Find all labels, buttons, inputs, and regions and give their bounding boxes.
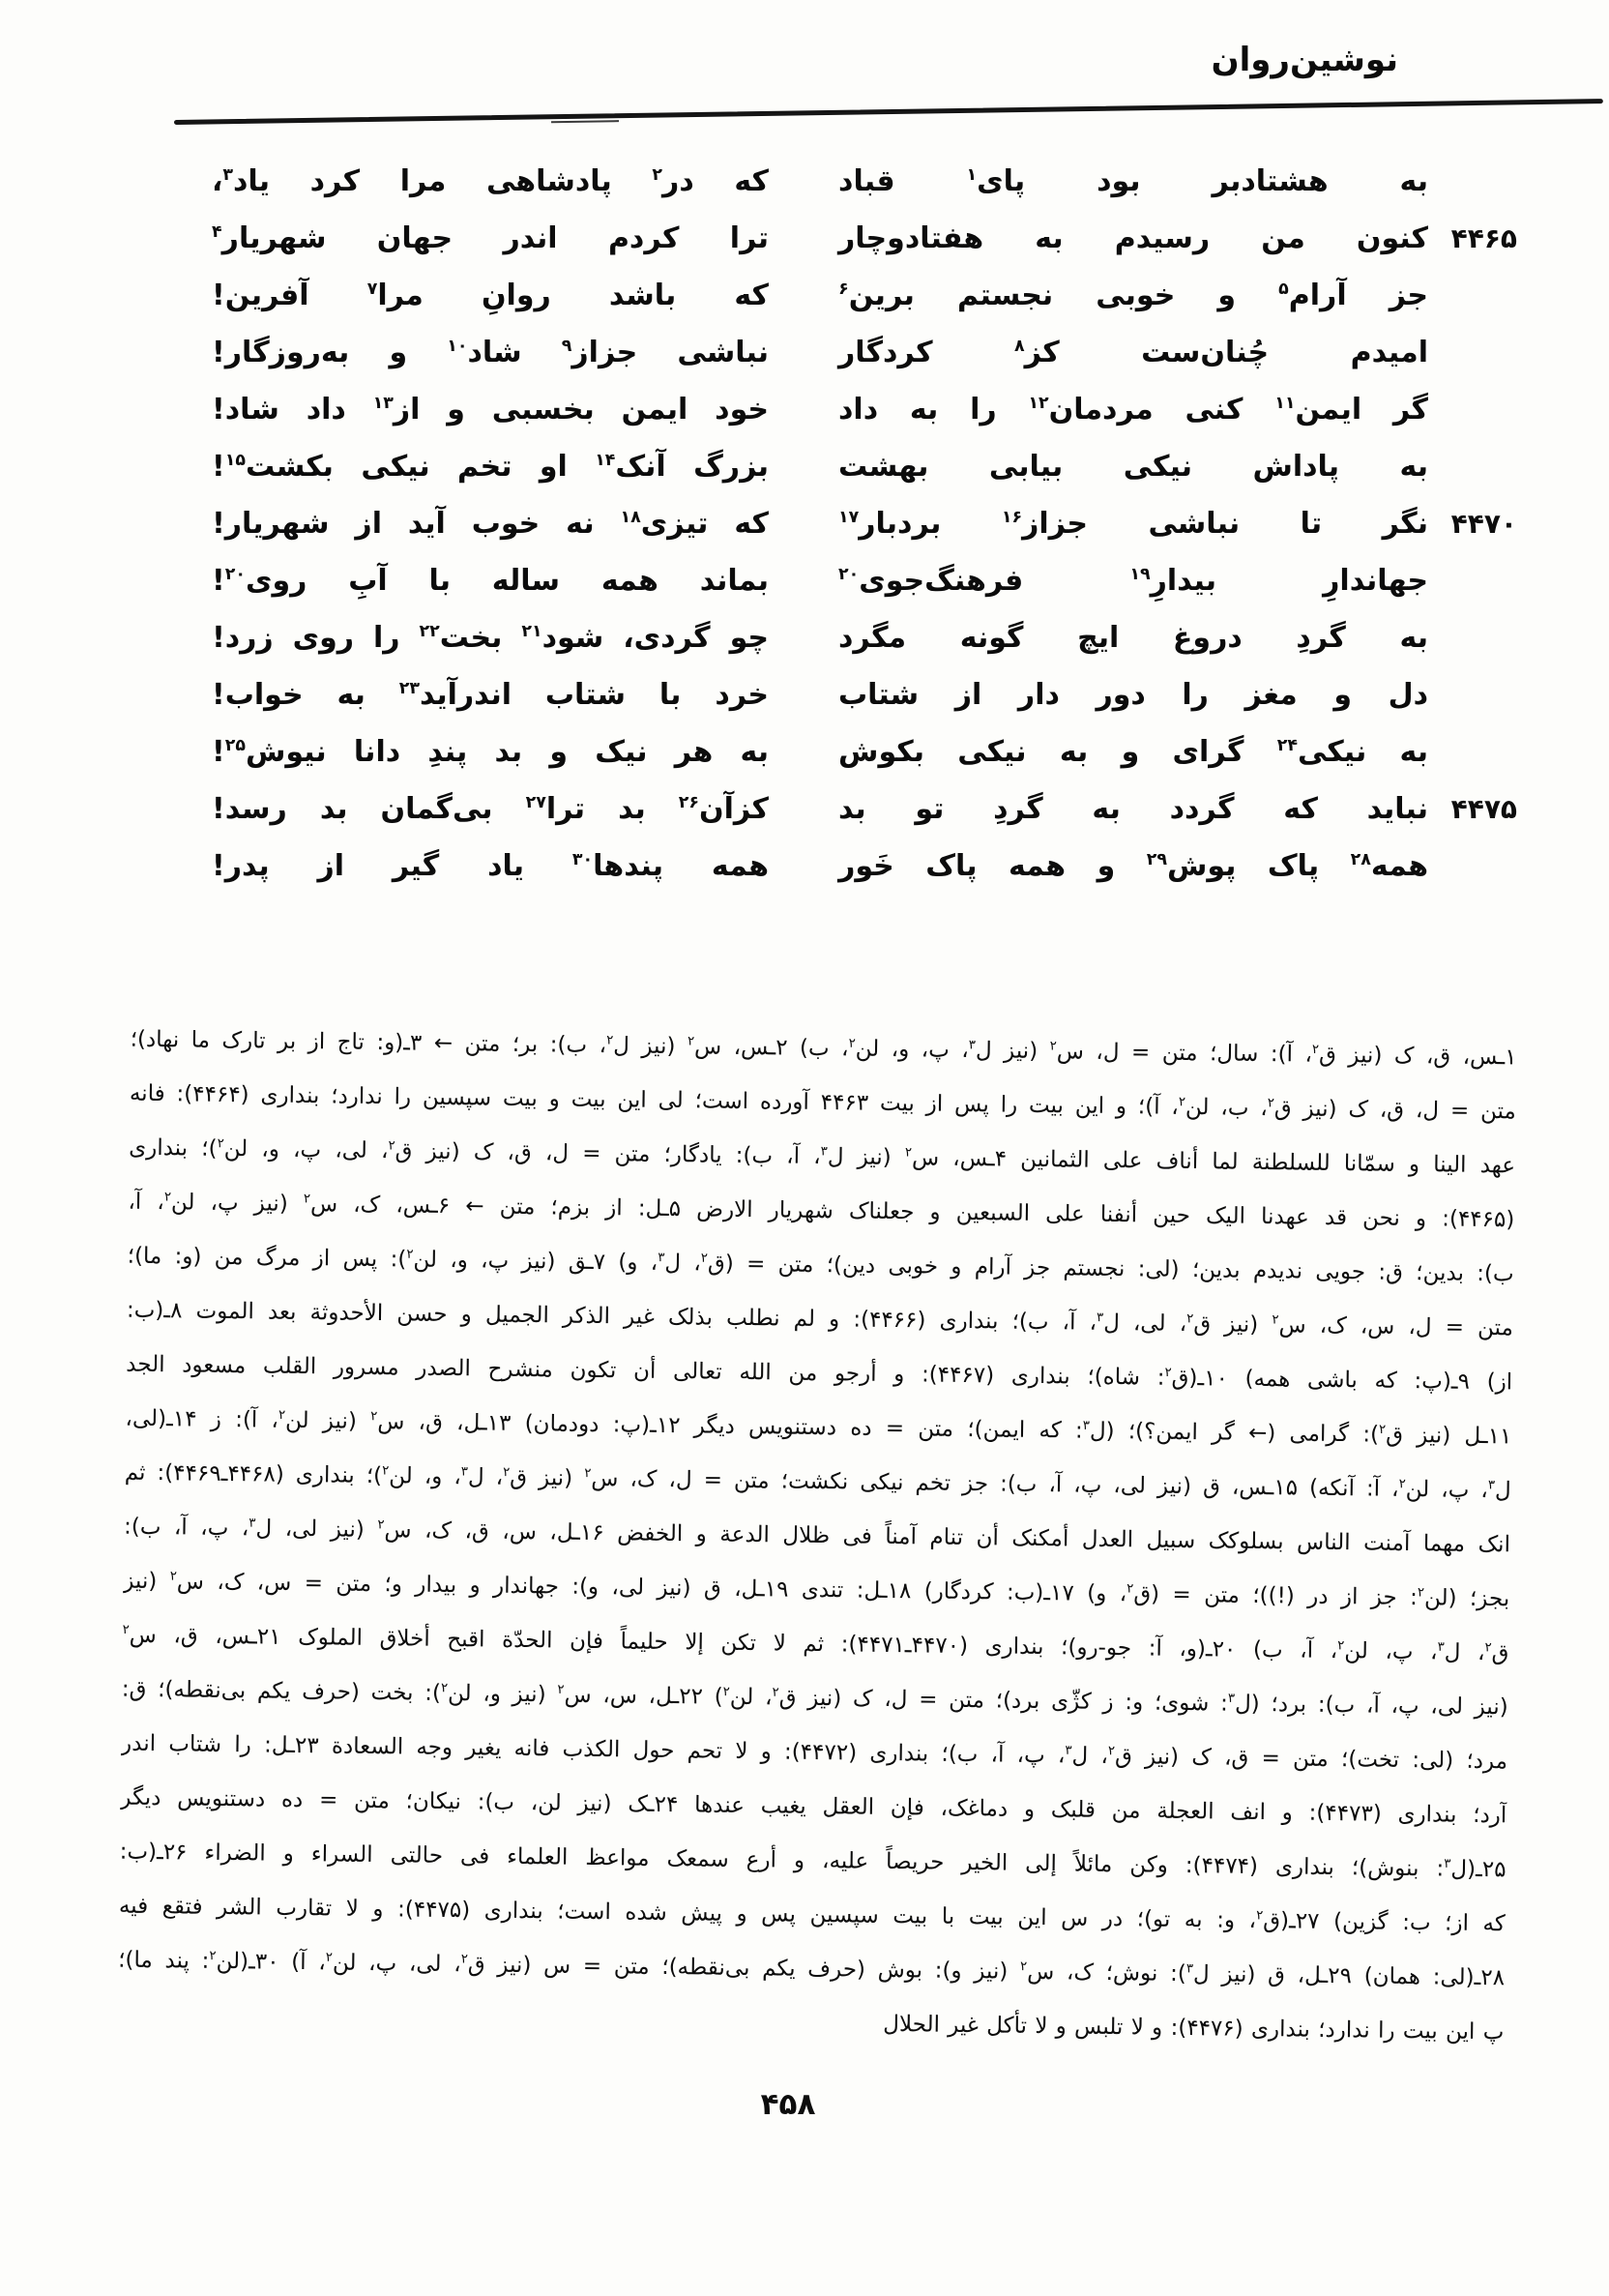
verse-number: ۴۴۷۵ xyxy=(1450,793,1517,825)
hemistich-left: ترا کردم اندر جهان شهریار$^۴$ xyxy=(212,221,769,255)
verse-row xyxy=(86,153,1517,210)
footnote-line: پ این بیت را ندارد؛ بنداری (۴۴۷۶): و لا تلبس و لا تأکل غیر الحلال xyxy=(883,2011,1505,2046)
footnotes xyxy=(117,1013,1517,2060)
hemistich-right: نگر تا نباشی جزاز$^{۱۶}$ بردبار$^{۱۷}$ xyxy=(838,507,1428,541)
footnote-line: آرد؛ بنداری (۴۴۷۳): و انف العجلة من قلبک و دماغک، فإن العقل یغیب عندها ۲۴ـک (نیز لن، ب): نیکان؛ متن = ده دستنویس دیگر xyxy=(120,1784,1507,1829)
hemistich-right: همه$^{۲۸}$ پاک پوش$^{۲۹}$ و همه پاک خَور xyxy=(838,849,1428,883)
header-rule xyxy=(174,99,1603,125)
poem xyxy=(86,153,1517,895)
footnote-line: عهد الینا و سمّانا للسلطنة لما أناف علی الثمانین ۴ـس، س$^۲$ (نیز ل$^۳$، آ، ب): یادگار؛ متن = ل، ق، ک (نیز ق$^۲$، لی، پ، و، لن$^۲$)؛ بنداری xyxy=(129,1134,1516,1179)
hemistich-left: بماند همه ساله با آبِ روی$^{۲۰}$! xyxy=(212,564,769,598)
hemistich-left: چو گردی، شود$^{۲۱}$ بخت$^{۲۲}$ را روی زرد! xyxy=(212,621,769,655)
verse-number: ۴۴۶۵ xyxy=(1450,222,1517,254)
hemistich-right: به پاداش نیکی بیابی بهشت xyxy=(838,450,1428,484)
verse-row xyxy=(86,495,1517,552)
hemistich-left: بزرگ آنک$^{۱۴}$ او تخم نیکی بکشت$^{۱۵}$! xyxy=(212,450,769,484)
footnote-line: ق$^۲$، ل$^۳$، پ، لن$^۲$، آ، ب) ۲۰ـ(و، آ: جو-رو)؛ بنداری (۴۴۷۰ـ۴۴۷۱): ثم لا تکن إلا حلیماً فإن الحدّة اقبح أخلاق الملوک ۲۱ـس، ق، س$^۲$ xyxy=(122,1622,1509,1666)
footnote-line: ب): بدین؛ ق: جویی ندیدم بدین؛ (لی: نجستم جز آرام و خوبی دین)؛ متن = (ق$^۲$، ل$^۳$، و) ۷ـق (نیز پ، و، لن$^۲$): پس از مرگ من (و: ما)؛ xyxy=(127,1243,1514,1287)
footnote-line: ۲۸ـ(لی: همان) ۲۹ـل، ق (نیز ل$^۳$): نوش؛ ک، س$^۲$ (نیز و): بوش (حرف یکم بی‌نقطه)؛ متن = س (نیز ق$^۲$، لی، پ، لن$^۲$، آ) ۳۰ـ(لن$^۲$: پند ما)؛ xyxy=(118,1947,1506,1991)
verse-row xyxy=(86,210,1517,267)
footnote-line: (نیز لی، پ، آ، ب): برد؛ (ل$^۳$: شوی؛ و: ز کژّی برد)؛ متن = ل، ک (نیز ق$^۲$، لن$^۲$) ۲۲ـل، س، س$^۲$ (نیز و، لن$^۲$): بخت (حرف یکم بی‌نقطه)؛ ق: xyxy=(121,1676,1508,1721)
verse-row xyxy=(86,552,1517,609)
verse-row xyxy=(86,438,1517,495)
hemistich-right: امیدم چُنان‌ست کز$^۸$ کردگار xyxy=(838,336,1428,369)
hemistich-right: به نیکی$^{۲۴}$ گرای و به نیکی بکوش xyxy=(838,735,1428,769)
verse-row xyxy=(86,381,1517,438)
footnote-line: بجز؛ (لن$^۲$: جز از در (!))؛ متن = (ق$^۲$، و) ۱۷ـ(ب: کردگار) ۱۸ـل: تندی ۱۹ـل، ق (نیز لی، و): جهاندار و بیدار و؛ متن = س، ک، س$^۲$ (نیز xyxy=(123,1568,1510,1612)
verse-row xyxy=(86,780,1517,838)
footnote-line: ۱ـس، ق، ک (نیز ق$^۲$، آ): سال؛ متن = ل، س$^۲$ (نیز ل$^۳$، پ، و، لن$^۲$، ب) ۲ـس، س$^۲$ (نیز ل$^۲$، ب): بر؛ متن ← ۳ـ(و: تاج از بر تارک ما نهاد)؛ xyxy=(130,1026,1517,1071)
hemistich-right: دل و مغز را دور دار از شتاب xyxy=(838,678,1428,712)
hemistich-left: که باشد روانِ مرا$^۷$ آفرین! xyxy=(212,279,769,312)
verse-row xyxy=(86,324,1517,381)
verse-number: ۴۴۷۰ xyxy=(1450,508,1517,540)
page-header-title: نوشین‌روان xyxy=(1211,41,1398,79)
hemistich-left: که در$^۲$ پادشاهی مرا کرد یاد$^۳$، xyxy=(212,164,769,198)
hemistich-right: به هشتادبر بود پای$^۱$ قباد xyxy=(838,164,1428,198)
footnote-line: انک مهما آمنت الناس بسلوکک سبیل العدل أمکنک أن تنام آمناً فی ظلال الدعة و الخفض ۱۶ـل، س، ق، ک، س$^۲$ (نیز لی، ل$^۳$، پ، آ، ب): xyxy=(123,1514,1511,1558)
footnote-line: که از؛ ب: گزین) ۲۷ـ(ق$^۲$، و: به تو)؛ در س این بیت با بیت سپسین پس و پیش شده است؛ بنداری (۴۴۷۵): و لا تقارب الشر فتقع فیه xyxy=(118,1893,1506,1937)
hemistich-left: کزآن$^{۲۶}$ بد ترا$^{۲۷}$ بی‌گمان بد رسد! xyxy=(212,792,769,826)
hemistich-right: به گردِ دروغ ایچ گونه مگرد xyxy=(838,621,1428,655)
hemistich-right: کنون من رسیدم به هفتادوچار xyxy=(838,221,1428,255)
hemistich-right: جهاندارِ بیدارِ$^{۱۹}$ فرهنگ‌جوی$^{۲۰}$ xyxy=(838,564,1428,598)
hemistich-left: همه پندها$^{۳۰}$ یاد گیر از پدر! xyxy=(212,849,769,883)
hemistich-right: جز آرام$^۵$ و خوبی نجستم برین$^۶$ xyxy=(838,279,1428,312)
verse-row xyxy=(86,267,1517,324)
hemistich-left: به هر نیک و بد پندِ دانا نیوش$^{۲۵}$! xyxy=(212,735,769,769)
footnote-line: متن = ل، س، ک، س$^۲$ (نیز ق$^۲$، لی، ل$^۳$، آ، ب)؛ بنداری (۴۴۶۶): و لم نطلب بذلک غیر الذکر الجمیل و حسن الأحدوثة بعد الموت ۸ـ(ب: xyxy=(126,1297,1514,1341)
page-number: ۴۵۸ xyxy=(760,2087,816,2122)
hemistich-left: نباشی جزاز$^۹$ شاد$^{۱۰}$ و به‌روزگار! xyxy=(212,336,769,369)
footnote-line: ل$^۳$، پ، لن$^۲$، آ: آنکه) ۱۵ـس، ق (نیز لی، پ، آ، ب): جز تخم نیکی نکشت؛ متن = ل، ک، س$^۲$ (نیز ق$^۲$، ل$^۳$، و، لن$^۲$)؛ بنداری (۴۴۶۸ـ۴۴۶۹): ثم xyxy=(124,1459,1511,1504)
footnote-line: (۴۴۶۵): و نحن قد عهدنا الیک حین أنفنا علی السبعین و جعلناک شهریار الارض ۵ـل: از بزم؛ متن ← ۶ـس، ک، س$^۲$ (نیز پ، لن$^۲$، آ، xyxy=(128,1189,1515,1233)
verse-row xyxy=(86,666,1517,723)
verse-row xyxy=(86,838,1517,895)
footnote-line: مرد؛ (لی: تخت)؛ متن = ق، ک (نیز ق$^۲$، ل$^۳$، پ، آ، ب)؛ بنداری (۴۴۷۲): و لا تحم حول الکذب فانه یغیر وجه السعادة ۲۳ـل: را شتاب اندر xyxy=(120,1730,1508,1775)
verse-row xyxy=(86,723,1517,780)
hemistich-left: که تیزی$^{۱۸}$ نه خوب آید از شهریار! xyxy=(212,507,769,541)
verse-row xyxy=(86,609,1517,666)
hemistich-left: خود ایمن بخسبی و از$^{۱۳}$ داد شاد! xyxy=(212,393,769,427)
footnote-line: ۲۵ـ(ل$^۳$: بنوش)؛ بنداری (۴۴۷۴): وکن مائلاً إلی الخیر حریصاً علیه، و أرع سمعک مواعظ العلماء فی حالتی السراء و الضراء ۲۶ـ(ب: xyxy=(119,1839,1507,1883)
hemistich-left: خرد با شتاب اندرآید$^{۲۳}$ به خواب! xyxy=(212,678,769,712)
footnote-line: ۱۱ـل (نیز ق$^۲$): گرامی (← گر ایمن؟)؛ (ل$^۳$: که ایمن)؛ متن = ده دستنویس دیگر ۱۲ـ(پ: دودمان) ۱۳ـل، ق، س$^۲$ (نیز لن$^۲$، آ): ز ۱۴ـ(لی، xyxy=(125,1405,1512,1450)
footnote-line: از) ۹ـ(پ: که باشی همه) ۱۰ـ(ق$^۲$: شاه)؛ بنداری (۴۴۶۷): و أرجو من الله تعالی أن تکون منشرح الصدر مسرور القلب مسعود الجد xyxy=(126,1351,1513,1396)
hemistich-right: گر ایمن$^{۱۱}$ کنی مردمان$^{۱۲}$ را به داد xyxy=(838,393,1428,427)
hemistich-right: نباید که گردد به گردِ تو بد xyxy=(838,792,1428,826)
footnote-line: متن = ل، ق، ک (نیز ق$^۲$، ب، لن$^۲$، آ)؛ و این بیت را پس از بیت ۴۴۶۳ آورده است؛ لی این بیت و بیت سپسین را ندارد؛ بنداری (۴۴۶۴): فانه xyxy=(129,1080,1517,1125)
